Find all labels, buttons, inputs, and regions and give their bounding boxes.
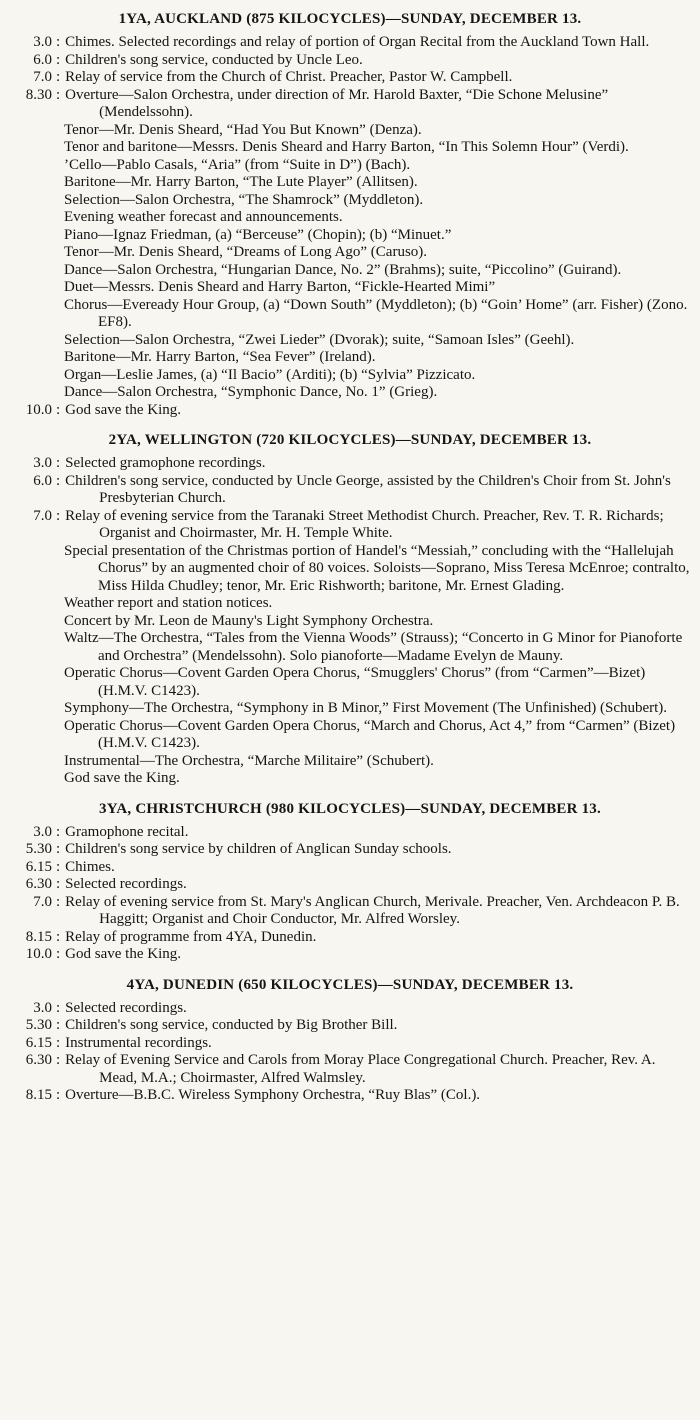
entry-text: Gramophone recital. (65, 823, 189, 840)
entry-time: 7.0 (33, 507, 52, 524)
entry-time: 6.0 (33, 51, 52, 68)
entry-text: Dance—Salon Orchestra, “Symphonic Dance, No. 1” (Grieg). (64, 384, 438, 400)
entry-text: Instrumental recordings. (65, 1034, 212, 1051)
entry-text: Operatic Chorus—Covent Garden Opera Chorus, “March and Chorus, Act 4,” from “Carmen” (Bizet) (H.M.V. C1423). (64, 717, 676, 751)
entry-text: Selected recordings. (65, 999, 187, 1016)
entry-text: ’Cello—Pablo Casals, “Aria” (from “Suite in D”) (Bach). (64, 156, 411, 173)
programme-entry: 6.30 : Selected recordings. (4, 876, 696, 894)
entry-text: Baritone—Mr. Harry Barton, “Sea Fever” (Ireland). (64, 349, 376, 365)
entry-text: Organ—Leslie James, (a) “Il Bacio” (Arditi); (b) “Sylvia” Pizzicato. (64, 366, 476, 383)
entry-text: Tenor and baritone—Messrs. Denis Sheard and Harry Barton, “In This Solemn Hour” (Verdi). (64, 139, 629, 155)
programme-entry: 5.30 : Children's song service by children of Anglican Sunday schools. (4, 841, 696, 859)
entry-time: 6.30 (25, 876, 52, 892)
entry-time: 8.15 (25, 1087, 52, 1103)
section-heading: 3YA, CHRISTCHURCH (980 KILOCYCLES)—SUNDAY, DECEMBER 13. (99, 800, 601, 817)
programme-entry: 7.0 : Relay of service from the Church of Christ. Preacher, Pastor W. Campbell. (4, 69, 696, 87)
entry-time: 8.30 (25, 86, 52, 103)
entry-text: Tenor—Mr. Denis Sheard, “Had You But Known” (Denza). (64, 121, 422, 138)
programme-entry: 3.0 : Chimes. Selected recordings and relay of portion of Organ Recital from the Auckland Town Hall. (4, 34, 696, 52)
entry-time: 7.0 (33, 893, 52, 910)
entry-text: Baritone—Mr. Harry Barton, “The Lute Player” (Allitsen). (64, 174, 418, 190)
programme-entry: 7.0 : Relay of evening service from St. Mary's Anglican Church, Merivale. Preacher, Ven. Archdeacon P. B. Haggitt; Organist and Choir Conductor, Mr. Alfred Worsley. (4, 894, 696, 929)
entry-time: 8.15 (25, 928, 52, 945)
entry-text: Overture—Salon Orchestra, under direction of Mr. Harold Baxter, “Die Schone Melusine” (Mendelssohn). (65, 86, 609, 120)
programme-entry: 6.15 : Chimes. (4, 859, 696, 877)
section-heading: 2YA, WELLINGTON (720 KILOCYCLES)—SUNDAY, DECEMBER 13. (108, 432, 592, 448)
entry-time: 3.0 (33, 455, 52, 471)
entry-time: 10.0 (25, 946, 52, 962)
entry-text: Relay of service from the Church of Christ. Preacher, Pastor W. Campbell. (65, 69, 513, 85)
entry-time: 6.15 (25, 1034, 52, 1051)
entry-text: Concert by Mr. Leon de Mauny's Light Symphony Orchestra. (64, 612, 434, 629)
programme-entry: 10.0 : God save the King. (4, 946, 696, 964)
entry-time: 3.0 (33, 999, 52, 1016)
entry-text: Children's song service, conducted by Uncle George, assisted by the Children's Choir from St. John's Presbyterian Church. (65, 472, 671, 506)
entry-text: Selection—Salon Orchestra, “The Shamrock” (Myddleton). (64, 191, 424, 208)
section-3ya-christchurch (4, 800, 696, 964)
programme-entry: 8.15 : Overture—B.B.C. Wireless Symphony Orchestra, “Ruy Blas” (Col.). (4, 1087, 696, 1105)
entry-time: 6.15 (25, 858, 52, 875)
entry-text: Selected recordings. (65, 876, 187, 892)
entry-text: Children's song service, conducted by Big Brother Bill. (65, 1017, 398, 1033)
entry-text: Symphony—The Orchestra, “Symphony in B Minor,” First Movement (The Unfinished) (Schubert). (64, 700, 668, 716)
section-1ya-auckland (4, 10, 696, 419)
entry-text: Relay of programme from 4YA, Dunedin. (65, 928, 317, 945)
entry-text: Chimes. (65, 858, 115, 875)
programme-entry: 8.15 : Relay of programme from 4YA, Dunedin. (4, 929, 696, 947)
entry-text: Chimes. Selected recordings and relay of portion of Organ Recital from the Auckland Town Hall. (65, 34, 650, 50)
section-heading: 1YA, AUCKLAND (875 KILOCYCLES)—SUNDAY, DECEMBER 13. (118, 11, 582, 27)
entry-text: Relay of evening service from the Taranaki Street Methodist Church. Preacher, Rev. T. R. Richards; Organist and Choirmaster, Mr. H. Temple White. (65, 507, 664, 541)
entry-time: 5.30 (25, 841, 52, 857)
entry-text: God save the King. (65, 946, 181, 962)
entry-time: 6.30 (25, 1052, 52, 1068)
programme-entry: 6.15 : Instrumental recordings. (4, 1035, 696, 1053)
programme-entry: 10.0 : God save the King. (4, 402, 696, 420)
entry-text: Children's song service by children of Anglican Sunday schools. (65, 841, 452, 857)
entry-text: Instrumental—The Orchestra, “Marche Militaire” (Schubert). (64, 752, 434, 769)
entry-time: 5.30 (25, 1017, 52, 1033)
section-heading: 4YA, DUNEDIN (650 KILOCYCLES)—SUNDAY, DECEMBER 13. (126, 976, 574, 993)
entry-text: Waltz—The Orchestra, “Tales from the Vienna Woods” (Strauss); “Concerto in G Minor for Pianoforte and Orchestra” (Mendelssohn). Solo pianoforte—Madame Evelyn de Mauny. (64, 630, 683, 664)
entry-time: 6.0 (33, 472, 52, 489)
section-2ya-wellington (4, 431, 696, 788)
entry-text: Operatic Chorus—Covent Garden Opera Chorus, “Smugglers' Chorus” (from “Carmen”—Bizet) (H.M.V. C1423). (64, 665, 646, 699)
programme-entry: 3.0 : Gramophone recital. (4, 824, 696, 842)
entry-text: Selection—Salon Orchestra, “Zwei Lieder” (Dvorak); suite, “Samoan Isles” (Geehl). (64, 331, 575, 348)
entry-text: Evening weather forecast and announcements. (64, 209, 343, 225)
entry-text: Relay of Evening Service and Carols from Moray Place Congregational Church. Preacher, Rev. A. Mead, M.A.; Choirmaster, Alfred Walmsley. (65, 1052, 656, 1086)
entry-text: Selected gramophone recordings. (65, 455, 266, 471)
entry-text: God save the King. (64, 770, 180, 786)
programme-entry: 5.30 : Children's song service, conducted by Big Brother Bill. (4, 1017, 696, 1035)
entry-text: Special presentation of the Christmas portion of Handel's “Messiah,” concluding with the “Hallelujah Chorus” by an augmented choir of 80 voices. Soloists—Soprano, Miss Teresa McEnroe; contralto, Miss Hilda Chudley; tenor, Mr. Eric Rishworth; baritone, Mr. Ernest Glading. (64, 542, 690, 594)
programme-entry: 3.0 : Selected recordings. (4, 1000, 696, 1018)
entry-time: 3.0 (33, 823, 52, 840)
entry-text: Duet—Messrs. Denis Sheard and Harry Barton, “Fickle-Hearted Mimi” (64, 279, 496, 295)
programme-entry: 3.0 : Selected gramophone recordings. (4, 455, 696, 473)
entry-text: Piano—Ignaz Friedman, (a) “Berceuse” (Chopin); (b) “Minuet.” (64, 226, 452, 243)
programme-entry: 8.30 : Overture—Salon Orchestra, under direction of Mr. Harold Baxter, “Die Schone Melusine” (Mendelssohn). (4, 87, 696, 122)
entry-time: 10.0 (25, 401, 52, 418)
programme-entry: 6.30 : Relay of Evening Service and Carols from Moray Place Congregational Church. Preacher, Rev. A. Mead, M.A.; Choirmaster, Alfred Walmsley. (4, 1052, 696, 1087)
entry-text: Relay of evening service from St. Mary's Anglican Church, Merivale. Preacher, Ven. Archdeacon P. B. Haggitt; Organist and Choir Conductor, Mr. Alfred Worsley. (65, 893, 680, 927)
entry-text: God save the King. (65, 401, 181, 418)
entry-text: Chorus—Eveready Hour Group, (a) “Down South” (Myddleton); (b) “Goin’ Home” (arr. Fisher) (Zono. EF8). (64, 296, 688, 330)
entry-text: Children's song service, conducted by Uncle Leo. (65, 51, 363, 68)
programme-entry: 6.0 : Children's song service, conducted by Uncle George, assisted by the Children's Choir from St. John's Presbyterian Church. (4, 473, 696, 508)
entry-time: 7.0 (33, 69, 52, 85)
entry-text: Tenor—Mr. Denis Sheard, “Dreams of Long Ago” (Caruso). (64, 244, 428, 260)
section-4ya-dunedin (4, 976, 696, 1105)
entry-text: Overture—B.B.C. Wireless Symphony Orchestra, “Ruy Blas” (Col.). (65, 1087, 481, 1103)
programme-entry: 7.0 : Relay of evening service from the Taranaki Street Methodist Church. Preacher, Rev. T. R. Richards; Organist and Choirmaster, Mr. H. Temple White. (4, 508, 696, 543)
programme-entry: 6.0 : Children's song service, conducted by Uncle Leo. (4, 52, 696, 70)
entry-text: Dance—Salon Orchestra, “Hungarian Dance, No. 2” (Brahms); suite, “Piccolino” (Guirand). (64, 261, 622, 278)
entry-text: Weather report and station notices. (64, 595, 273, 611)
entry-time: 3.0 (33, 34, 52, 50)
